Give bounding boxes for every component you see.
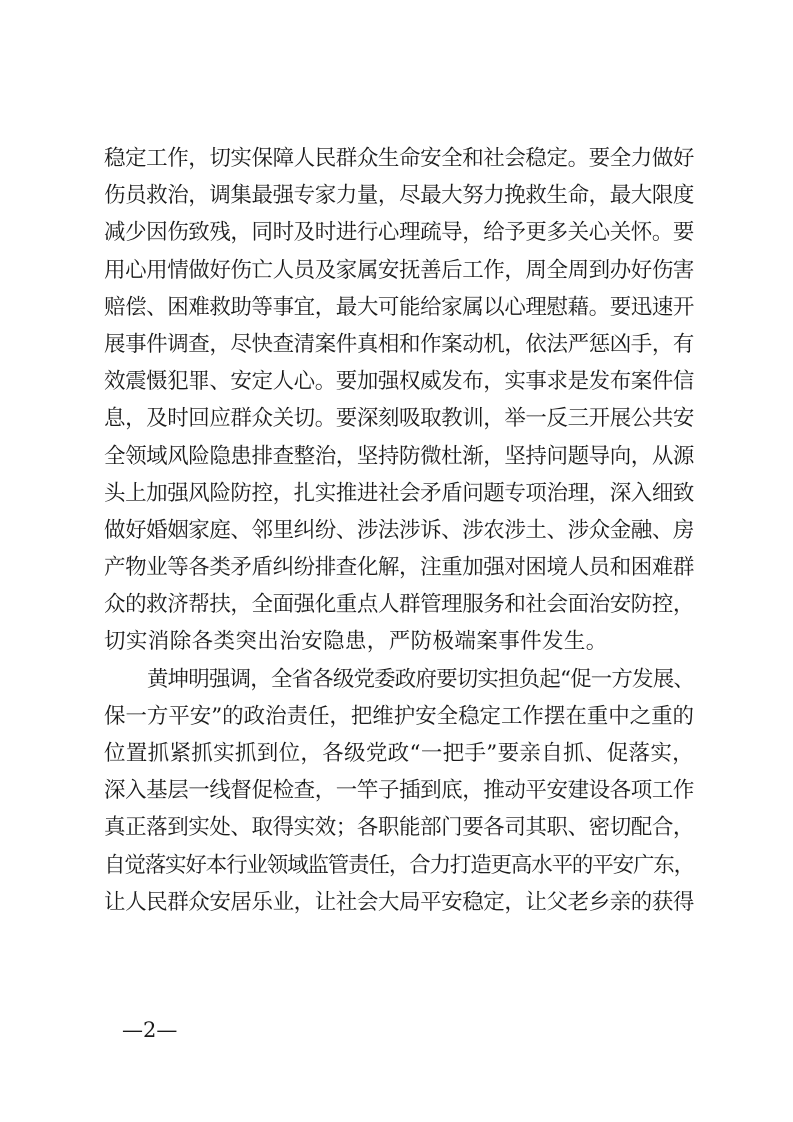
text-line: 息，及时回应群众关切。要深刻吸取教训，举一反三开展公共安 (104, 406, 694, 432)
text-line: 产物业等各类矛盾纠纷排查化解，注重加强对困境人员和困难群 (104, 555, 694, 581)
text-line: 赔偿、困难救助等事宜，最大可能给家属以心理慰藉。要迅速开 (104, 294, 694, 320)
text-line: 让人民群众安居乐业，让社会大局平安稳定，让父老乡亲的获得 (104, 889, 694, 915)
text-line: 减少因伤致残，同时及时进行心理疏导，给予更多关心关怀。要 (104, 220, 694, 246)
text-line: 众的救济帮扶，全面强化重点人群管理服务和社会面治安防控， (104, 592, 694, 618)
page-number: —2— (122, 1018, 178, 1042)
text-line: 位置抓紧抓实抓到位，各级党政“一把手”要亲自抓、促落实， (104, 741, 694, 766)
text-line: 效震慑犯罪、安定人心。要加强权威发布，实事求是发布案件信 (104, 369, 694, 395)
text-line: 自觉落实好本行业领域监管责任，合力打造更高水平的平安广东， (104, 852, 694, 878)
document-body (104, 140, 694, 921)
text-line: 真正落到实处、取得实效；各职能部门要各司其职、密切配合， (104, 815, 694, 841)
text-line: 做好婚姻家庭、邻里纠纷、涉法涉诉、涉农涉土、涉众金融、房 (104, 517, 694, 543)
text-line: 深入基层一线督促检查，一竿子插到底，推动平安建设各项工作 (104, 778, 694, 804)
text-line: 稳定工作，切实保障人民群众生命安全和社会稳定。要全力做好 (104, 146, 694, 171)
text-line: 头上加强风险防控，扎实推进社会矛盾问题专项治理，深入细致 (104, 480, 694, 506)
paragraph-first-line: 黄坤明强调，全省各级党委政府要切实担负起“促一方发展、 (147, 666, 694, 692)
text-line: 展事件调查，尽快查清案件真相和作案动机，依法严惩凶手，有 (104, 331, 694, 357)
text-line: 伤员救治，调集最强专家力量，尽最大努力挽救生命，最大限度 (104, 183, 694, 209)
text-line: 全领域风险隐患排查整治，坚持防微杜渐，坚持问题导向，从源 (104, 443, 694, 469)
text-line: 切实消除各类突出治安隐患，严防极端案事件发生。 (104, 629, 608, 655)
text-line: 用心用情做好伤亡人员及家属安抚善后工作，周全周到办好伤害 (104, 257, 694, 283)
text-line: 保一方平安”的政治责任，把维护安全稳定工作摆在重中之重的 (104, 703, 694, 729)
